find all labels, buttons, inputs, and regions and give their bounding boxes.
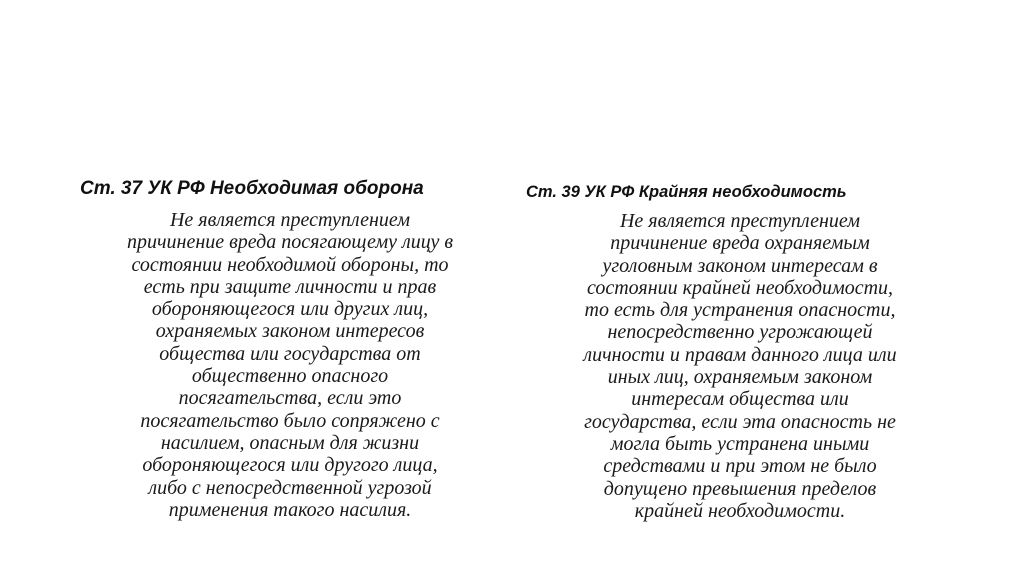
text-line: интересам общества или (631, 388, 849, 411)
article-39-heading: Ст. 39 УК РФ Крайняя необходимость (526, 183, 847, 201)
text-line: состоянии крайней необходимости, (586, 276, 894, 299)
text-line: обороняющегося или других лиц, (151, 298, 429, 321)
text-line: государства, если эта опасность не (584, 410, 896, 433)
text-line: посягательства, если это (178, 387, 402, 410)
text-line: обороняющегося или другого лица, (142, 454, 438, 477)
text-line: охраняемых законом интересов (155, 320, 425, 343)
text-line: крайней необходимости. (634, 499, 846, 522)
text-line: личности и правам данного лица или (583, 343, 897, 366)
text-line: Не является преступлением (619, 210, 861, 232)
text-line: уголовным законом интересам в (602, 254, 878, 277)
text-line: состоянии необходимой обороны, то (131, 253, 449, 276)
text-line: непосредственно угрожающей (607, 321, 873, 344)
text-line: средствами и при этом не было (603, 455, 877, 478)
text-line: насилием, опасным для жизни (160, 431, 420, 454)
text-line: общественно опасного (191, 365, 389, 388)
text-line: Не является преступлением (169, 209, 411, 231)
text-line: есть при защите личности и прав (143, 275, 437, 298)
text-line: причинение вреда охраняемым (610, 232, 870, 255)
text-line: либо с непосредственной угрозой (148, 476, 432, 499)
text-line: общества или государства от (159, 342, 421, 365)
text-line: посягательство было сопряжено с (140, 409, 440, 432)
text-line: причинение вреда посягающему лицу в (126, 231, 454, 254)
text-line: то есть для устранения опасности, (584, 299, 896, 322)
text-line: могла быть устранена иными (610, 432, 870, 455)
text-line: допущено превышения пределов (603, 477, 877, 500)
article-37-text (66, 209, 514, 521)
article-37-heading: Ст. 37 УК РФ Необходимая оборона (80, 178, 424, 199)
text-line: иных лиц, охраняемым законом (607, 366, 873, 389)
text-line: применения такого насилия. (168, 498, 412, 521)
article-39-text (520, 210, 960, 522)
